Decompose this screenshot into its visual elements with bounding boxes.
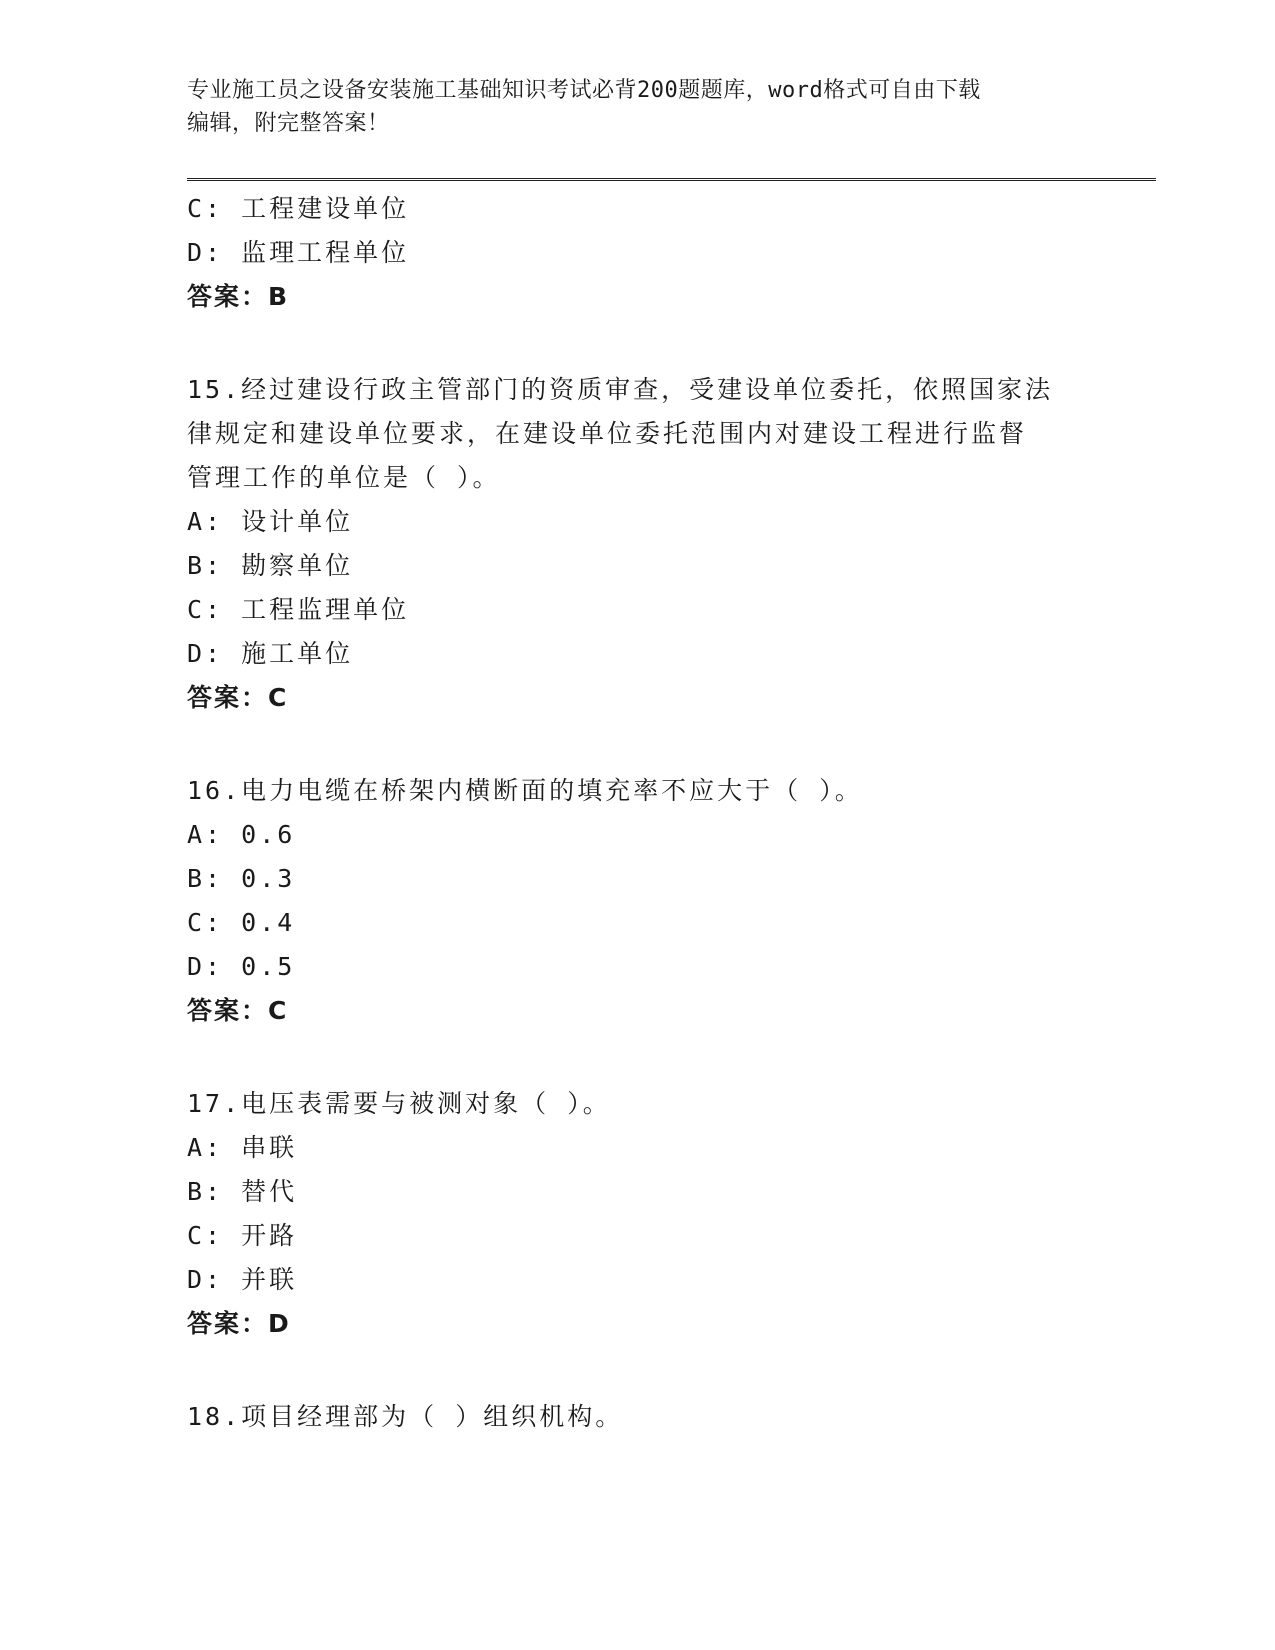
q17-option-b: B: 替代	[187, 1177, 298, 1206]
header-divider	[187, 178, 1156, 181]
q15-stem-line-2: 律规定和建设单位要求，在建设单位委托范围内对建设工程进行监督	[187, 419, 1028, 448]
header-line-2: 编辑，附完整答案！	[187, 111, 390, 136]
q15-answer: 答案：C	[187, 683, 289, 712]
q15-option-c: C: 工程监理单位	[187, 595, 410, 624]
q16-option-b: B: 0.3	[187, 864, 296, 893]
q17-option-d: D: 并联	[187, 1265, 298, 1294]
q17-stem: 17.电压表需要与被测对象（ ）。	[187, 1089, 611, 1118]
q14-option-d: D: 监理工程单位	[187, 238, 410, 267]
q16-option-a: A: 0.6	[187, 820, 296, 849]
q14-option-c: C: 工程建设单位	[187, 194, 410, 223]
q15-option-b: B: 勘察单位	[187, 551, 354, 580]
q17-option-c: C: 开路	[187, 1221, 298, 1250]
q16-option-c: C: 0.4	[187, 908, 296, 937]
q16-option-d: D: 0.5	[187, 952, 296, 981]
q15-stem-line-1: 15.经过建设行政主管部门的资质审查，受建设单位委托，依照国家法	[187, 375, 1054, 404]
document-header	[187, 74, 1067, 140]
q16-stem: 16.电力电缆在桥架内横断面的填充率不应大于（ ）。	[187, 776, 863, 805]
q18-stem: 18.项目经理部为（ ）组织机构。	[187, 1402, 624, 1431]
q15-stem-line-3: 管理工作的单位是（ ）。	[187, 463, 501, 492]
q17-answer: 答案：D	[187, 1309, 291, 1338]
q14-answer: 答案：B	[187, 282, 290, 311]
q16-answer: 答案：C	[187, 996, 289, 1025]
q15-option-d: D: 施工单位	[187, 639, 354, 668]
header-line-1: 专业施工员之设备安装施工基础知识考试必背200题题库，word格式可自由下载	[187, 78, 981, 103]
q15-option-a: A: 设计单位	[187, 507, 354, 536]
q17-option-a: A: 串联	[187, 1133, 298, 1162]
